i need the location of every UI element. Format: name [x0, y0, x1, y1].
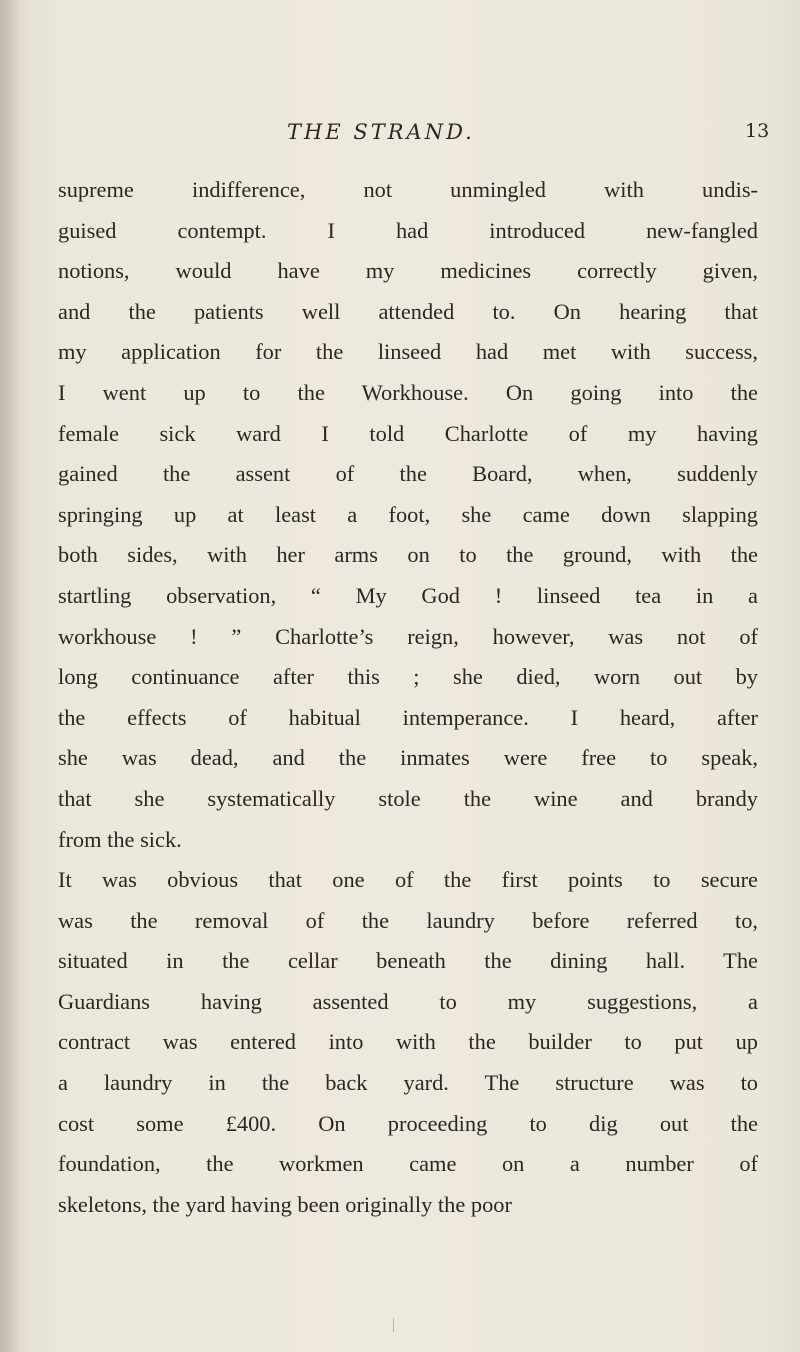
text-line: cost some £400. On proceeding to dig out the — [58, 1110, 758, 1136]
text-line: situated in the cellar beneath the dining hall. The — [58, 948, 758, 974]
text-line: long continuance after this ; she died, worn out by — [58, 664, 758, 690]
text-line: was the removal of the laundry before referred to, — [58, 907, 758, 933]
text-line: Guardians having assented to my suggestions, a — [58, 988, 758, 1014]
text-line: that she systematically stole the wine and brandy — [58, 785, 758, 811]
page-number: 13 — [745, 120, 770, 142]
text-line: startling observation, “ My God ! linseed tea in a — [58, 582, 758, 608]
paragraph-start-line: It was obvious that one of the first points to secure — [58, 867, 758, 893]
text-line: supreme indifference, not unmingled with undis- — [58, 177, 758, 202]
text-line: foundation, the workmen came on a number of — [58, 1151, 758, 1177]
text-line: she was dead, and the inmates were free to speak, — [58, 745, 758, 771]
text-line: skeletons, the yard having been originally the poor — [58, 1191, 512, 1217]
running-title: THE STRAND. — [287, 120, 475, 144]
body-text — [58, 170, 758, 1225]
text-line: notions, would have my medicines correctly given, — [58, 258, 758, 284]
text-line: and the patients well attended to. On hearing that — [58, 298, 758, 324]
text-line: workhouse ! ” Charlotte’s reign, however, was not of — [58, 623, 758, 649]
text-line: the effects of habitual intemperance. I heard, after — [58, 704, 758, 730]
text-line: guised contempt. I had introduced new-fangled — [58, 217, 758, 243]
running-head — [0, 120, 800, 150]
text-line: I went up to the Workhouse. On going into the — [58, 379, 758, 405]
text-line: female sick ward I told Charlotte of my having — [58, 420, 758, 446]
text-line: gained the assent of the Board, when, suddenly — [58, 461, 758, 487]
text-line: contract was entered into with the builder to put up — [58, 1029, 758, 1055]
text-line: my application for the linseed had met with success, — [58, 339, 758, 365]
text-line: both sides, with her arms on to the ground, with the — [58, 542, 758, 568]
stray-mark — [393, 1318, 394, 1332]
gutter-shadow — [0, 0, 22, 1352]
text-line: springing up at least a foot, she came down slapping — [58, 501, 758, 527]
text-line: a laundry in the back yard. The structure was to — [58, 1070, 758, 1096]
paragraph-end-line: from the sick. — [58, 826, 182, 852]
